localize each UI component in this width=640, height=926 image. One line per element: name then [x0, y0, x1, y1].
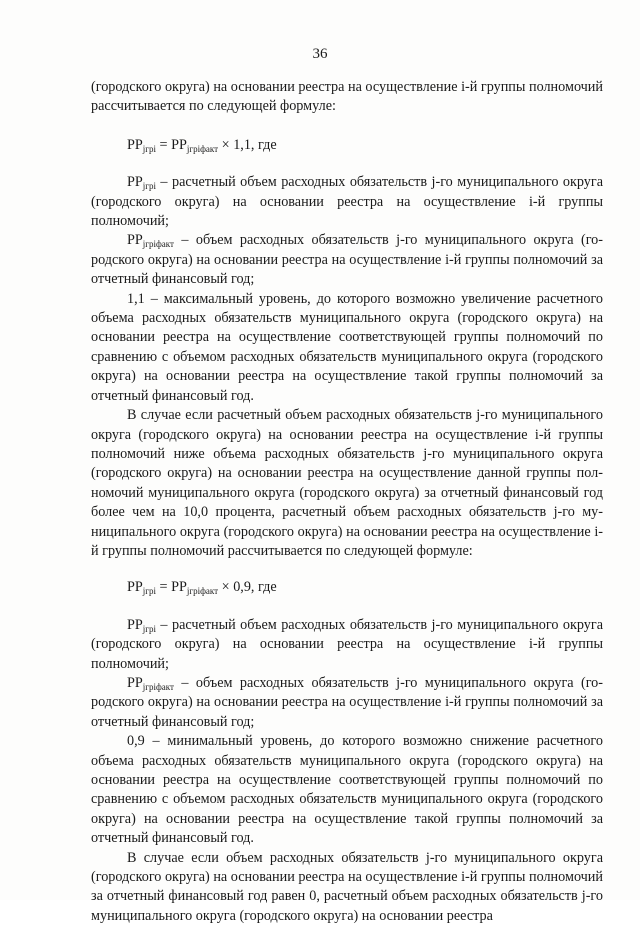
- definition-pp-fact: [91, 674, 603, 732]
- definition-term: $PP_{jгрi}$: [127, 174, 156, 192]
- formula-fact-term: $PP_{jгрiфакт}$: [171, 136, 219, 154]
- definition-text: – объем расходных обязательств j-го муниципального округа (городского округа) на основании реестра на осуществление i-й группы полномочий за отчетный финансовый год;: [91, 674, 603, 730]
- formula-equals: =: [159, 579, 168, 596]
- paragraph-lower-case: В случае если расчетный объем расходных обязательств j-го муниципального округа (городского округа) на основании реестра на осуществление i-й группы полномочий ниже объема расходных обязательств j-го муниципального округа (городского округа) на основании реестра на осуществление данной группы полномочий муниципального округа (городского округа) за отчетный финансовый год более чем на 10,0 процента, расчетный объем расходных обязательств j-го муниципального округа (городского округа) на основании реестра на осуществление i-й группы полномочий рассчитывается по следующей формуле:: [91, 407, 603, 559]
- document-body: [91, 78, 603, 926]
- formula-equals: =: [159, 136, 168, 153]
- paragraph-zero-case: В случае если объем расходных обязательств j-го муниципального округа (городского округа) на основании реестра на осуществление i-й группы полномочий за отчетный финансовый год равен 0, расчетный объем расходных обязательств j-го муниципального округа (городского округа) на основании реестра: [91, 849, 603, 924]
- definition-pp-plan: [91, 616, 603, 674]
- formula-upper-limit: [127, 136, 603, 155]
- formula-coefficient: × 0,9, где: [218, 579, 277, 596]
- definition-pp-fact: [91, 231, 603, 289]
- definition-max-level: 1,1 – максимальный уровень, до которого возможно увеличение расчетного объема расходных обязательств муниципального округа (городского округа) на основании реестра на осуществление соответствующей группы полномочий по сравнению с объемом расходных обязательств муниципального округа (городского округа) на основании реестра на осуществление такой группы полномочий за отчетный финансовый год.: [91, 290, 603, 404]
- formula-result-term: $PP_{jгрi}$: [127, 579, 156, 597]
- formula-coefficient: × 1,1, где: [218, 136, 277, 153]
- definition-min-level: 0,9 – минимальный уровень, до которого возможно снижение расчетного объема расходных обязательств муниципального округа (городского округа) на основании реестра на осуществление соответствующей группы полномочий по сравнению с объемом расходных обязательств муниципального округа (городского округа) на основании реестра на осуществление такой группы полномочий за отчетный финансовый год.: [91, 733, 603, 847]
- formula-result-term: $PP_{jгрi}$: [127, 136, 156, 154]
- definition-pp-plan: [91, 173, 603, 231]
- definition-term: $PP_{jгрiфакт}$: [127, 674, 174, 692]
- formula-lower-limit: [127, 578, 603, 597]
- formula-fact-term: $PP_{jгрiфакт}$: [171, 579, 219, 597]
- definition-text: – расчетный объем расходных обязательств j-го муниципального округа (городского округа) на основании реестра на осуществление i-й группы полномочий;: [91, 174, 603, 230]
- paragraph-continuation: (городского округа) на основании реестра на осуществление i-й группы полномочий рассчитывается по следующей формуле:: [91, 79, 603, 115]
- definition-text: – расчетный объем расходных обязательств j-го муниципального округа (городского округа) на основании реестра на осуществление i-й группы полномочий;: [91, 616, 603, 672]
- definition-term: $PP_{jгрiфакт}$: [127, 232, 174, 250]
- definition-text: – объем расходных обязательств j-го муниципального округа (городского округа) на основании реестра на осуществление i-й группы полномочий за отчетный финансовый год;: [91, 232, 603, 288]
- page-number: 36: [312, 46, 328, 62]
- definition-term: $PP_{jгрi}$: [127, 616, 156, 634]
